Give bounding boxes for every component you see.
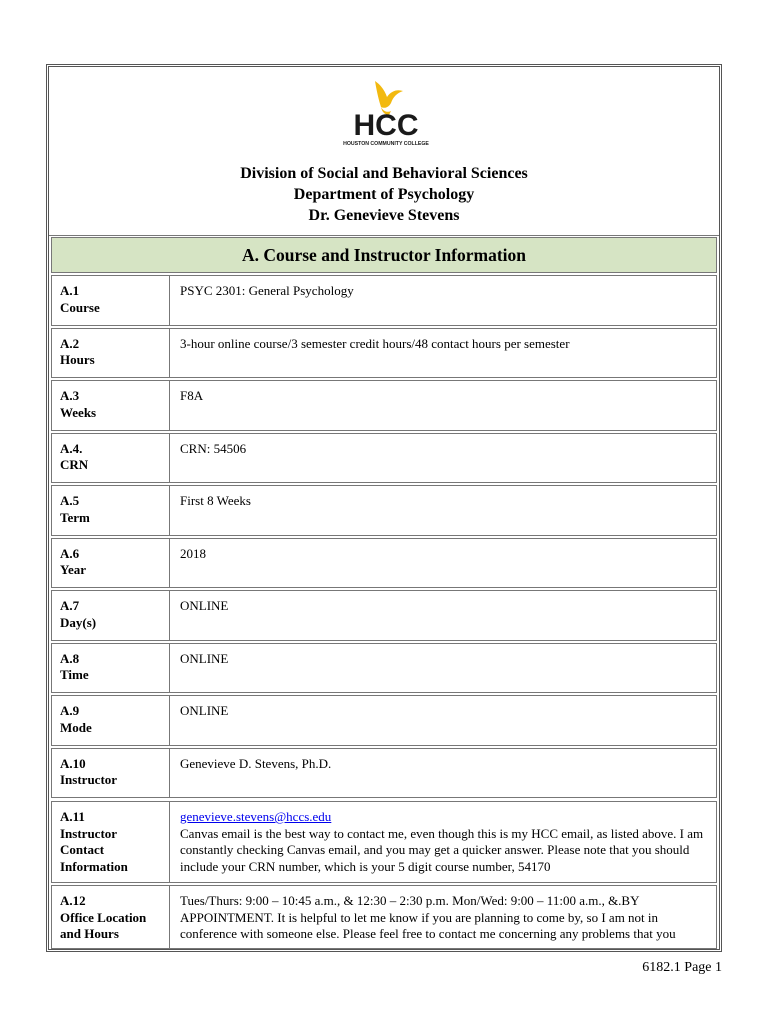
- logo-subtitle: HOUSTON COMMUNITY COLLEGE: [343, 141, 429, 147]
- email-link[interactable]: genevieve.stevens@hccs.edu: [180, 809, 332, 824]
- row-id: A.5: [60, 493, 80, 508]
- row-value: F8A: [180, 388, 204, 403]
- row-label: [52, 486, 170, 535]
- row-value: ONLINE: [180, 703, 229, 718]
- row-name: Weeks: [60, 404, 97, 420]
- table-row-office: [51, 885, 717, 949]
- table-row-contact: [51, 801, 717, 883]
- row-value: 2018: [180, 545, 206, 561]
- row-name: Time: [60, 667, 89, 682]
- row-label: [52, 329, 170, 378]
- table-row: [51, 538, 717, 589]
- row-value: ONLINE: [180, 650, 229, 666]
- contact-text: Canvas email is the best way to contact me, even though this is my HCC email, as listed above. I am constantly checking Canvas email, and you may get a quicker answer. Please note that you should include your CRN number, which is your 5 digit course number, 54170: [180, 825, 704, 874]
- row-name: Term: [60, 509, 90, 525]
- row-label: [52, 381, 170, 430]
- logo-wordmark: HCC: [353, 109, 419, 142]
- instructor-name: Dr. Genevieve Stevens: [308, 207, 460, 224]
- row-name: Office Location: [60, 909, 147, 925]
- row-name: CRN: [60, 457, 89, 472]
- section-title: A. Course and Instructor Information: [51, 237, 717, 273]
- row-id: A.9: [60, 703, 80, 718]
- syllabus-table: [46, 64, 722, 952]
- row-id: A.11: [60, 809, 85, 824]
- division-name: Division of Social and Behavioral Sciences: [240, 165, 528, 182]
- row-id: A.1: [60, 283, 80, 298]
- row-name: Mode: [60, 719, 92, 735]
- row-value: PSYC 2301: General Psychology: [180, 283, 354, 298]
- row-name: Year: [60, 562, 86, 577]
- row-label: [52, 886, 170, 948]
- row-value: First 8 Weeks: [180, 493, 251, 508]
- row-name: Instructor: [60, 825, 118, 841]
- row-label: [52, 749, 170, 798]
- row-name: Information: [60, 858, 128, 874]
- row-id: A.3: [60, 388, 80, 403]
- row-value: CRN: 54506: [180, 440, 247, 456]
- department-name: Department of Psychology: [293, 186, 475, 203]
- row-value: Genevieve D. Stevens, Ph.D.: [180, 755, 332, 771]
- document-header: [49, 67, 719, 236]
- table-row: [51, 643, 717, 694]
- row-id: A.10: [60, 755, 86, 771]
- table-row: [51, 748, 717, 799]
- row-label: [52, 696, 170, 745]
- row-label: [52, 802, 170, 882]
- table-row: [51, 433, 717, 484]
- row-label: [52, 591, 170, 640]
- department-block: [49, 163, 719, 226]
- row-id: A.2: [60, 335, 80, 351]
- row-name: Day(s): [60, 614, 97, 630]
- row-name: Hours: [60, 352, 95, 367]
- row-label: [52, 644, 170, 693]
- row-name: Course: [60, 299, 100, 315]
- row-name: Instructor: [60, 772, 118, 787]
- row-value: Tues/Thurs: 9:00 – 10:45 a.m., & 12:30 – 2:30 p.m. Mon/Wed: 9:00 – 11:00 a.m., &.BY APPOINTMENT. It is helpful to let me know if you are planning to come by, so I am not in conference with someone else. Please feel free to contact me concerning any problems that you: [180, 893, 676, 941]
- row-name: and Hours: [60, 926, 119, 941]
- row-name: Contact: [60, 842, 105, 857]
- row-label: [52, 434, 170, 483]
- table-row: [51, 328, 717, 379]
- page-number: 6182.1 Page 1: [642, 960, 722, 975]
- table-row: [51, 590, 717, 641]
- row-value: 3-hour online course/3 semester credit hours/48 contact hours per semester: [180, 335, 570, 351]
- row-id: A.6: [60, 545, 80, 561]
- row-value: [172, 802, 716, 882]
- row-id: A.8: [60, 650, 80, 666]
- row-label: [52, 539, 170, 588]
- table-row: [51, 695, 717, 746]
- row-value: ONLINE: [180, 598, 229, 613]
- row-id: A.7: [60, 598, 80, 613]
- hcc-logo: [337, 79, 435, 149]
- table-row: [51, 485, 717, 536]
- table-row: [51, 275, 717, 326]
- row-label: [52, 276, 170, 325]
- row-id: A.12: [60, 893, 86, 908]
- row-id: A.4.: [60, 440, 83, 456]
- table-row: [51, 380, 717, 431]
